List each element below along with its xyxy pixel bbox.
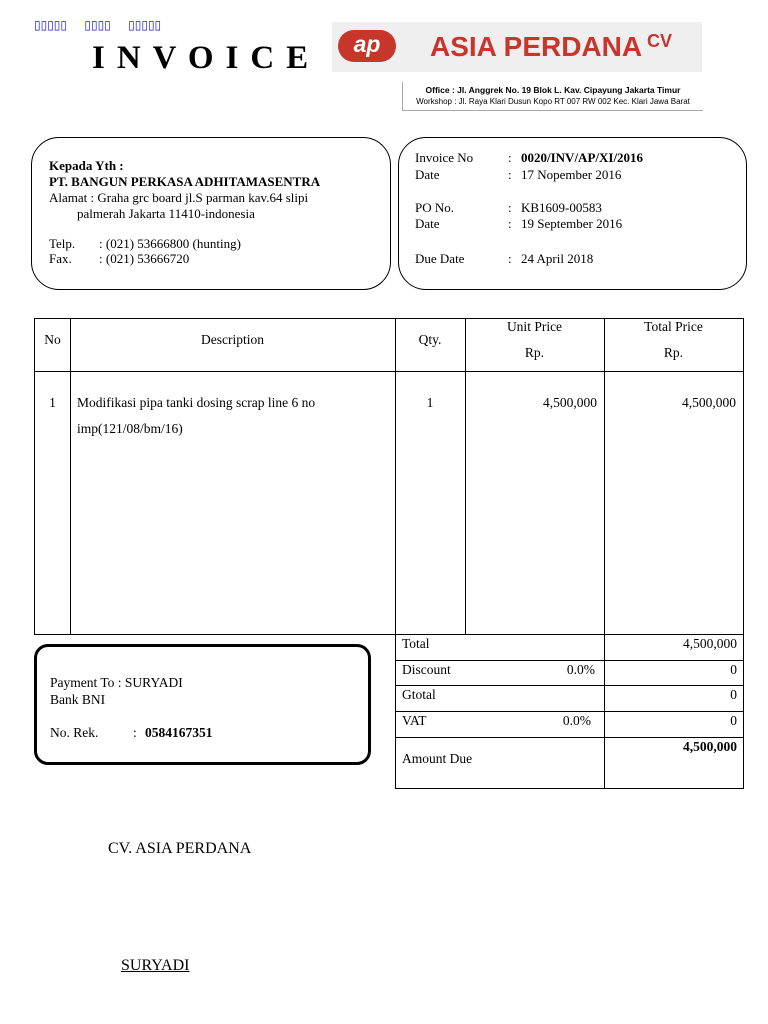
row-description-line-1: Modifikasi pipa tanki dosing scrap line 6 no [77, 395, 316, 410]
amount-due-value: 4,500,000 [683, 739, 737, 754]
discount-value: 0 [730, 662, 737, 677]
po-value: KB1609-00583 [521, 200, 602, 215]
payment-bank: Bank BNI [50, 692, 106, 707]
workshop-address: Workshop : Jl. Raya Klari Dusun Kopo RT 007 RW 002 Kec. Klari Jawa Barat [416, 97, 690, 106]
signature-company: CV. ASIA PERDANA [108, 840, 252, 857]
payment-box [34, 644, 371, 765]
header-no: No [44, 332, 61, 347]
column-divider [604, 319, 605, 634]
po-label: PO No. [415, 200, 455, 215]
colon: : [508, 167, 512, 182]
telp-label: Telp. [49, 236, 76, 251]
logo-mark-text: ap [353, 31, 381, 57]
vat-percent: 0.0% [562, 713, 591, 728]
row-no: 1 [49, 395, 56, 410]
row-divider [396, 737, 743, 738]
colon: : [508, 251, 512, 266]
fax-value: : (021) 53666720 [99, 251, 190, 266]
office-address: Office : Jl. Anggrek No. 19 Blok L. Kav. Cipayung Jakarta Timur [425, 85, 681, 95]
recipient-address-2: palmerah Jakarta 11410-indonesia [77, 206, 255, 221]
row-qty: 1 [426, 395, 434, 410]
total-value: 4,500,000 [683, 636, 737, 651]
header-total-price-currency: Rp. [663, 345, 684, 360]
discount-label: Discount [402, 662, 451, 677]
logo-mark-icon [338, 30, 396, 62]
amount-due-label: Amount Due [402, 751, 473, 766]
row-divider [396, 660, 743, 661]
colon: : [133, 725, 137, 740]
header-qty: Qty. [418, 332, 442, 347]
top-link-1[interactable]: ▯▯▯▯▯ [34, 18, 68, 32]
row-divider [396, 685, 743, 686]
po-date-value: 19 September 2016 [521, 216, 623, 231]
totals-table [395, 634, 744, 789]
top-link-2[interactable]: ▯▯▯▯ [84, 18, 111, 32]
invoice-info-box [398, 137, 747, 290]
date-value: 17 Nopember 2016 [521, 167, 622, 182]
header-total-price: Total Price [644, 319, 703, 334]
gtotal-value: 0 [730, 687, 737, 702]
top-link-3[interactable]: ▯▯▯▯▯ [128, 18, 162, 32]
po-date-label: Date [415, 216, 440, 231]
items-table [34, 318, 744, 635]
account-number-value: 0584167351 [145, 725, 213, 740]
account-number-label: No. Rek. [50, 725, 99, 740]
invoice-no-label: Invoice No [415, 150, 474, 165]
recipient-name: PT. BANGUN PERKASA ADHITAMASENTRA [49, 174, 321, 189]
signature-name: SURYADI [121, 957, 190, 974]
total-label: Total [402, 636, 430, 651]
gtotal-label: Gtotal [402, 687, 436, 702]
due-date-value: 24 April 2018 [521, 251, 594, 266]
header-unit-price-currency: Rp. [524, 345, 545, 360]
company-logo [332, 22, 702, 72]
recipient-greeting: Kepada Yth : [49, 158, 124, 173]
colon: : [508, 150, 512, 165]
row-unit-price: 4,500,000 [543, 395, 597, 410]
due-date-label: Due Date [415, 251, 465, 266]
header-description: Description [201, 332, 264, 347]
invoice-title: INVOICE [92, 40, 321, 76]
column-divider [70, 319, 71, 634]
top-links [34, 18, 175, 32]
column-divider [465, 319, 466, 634]
recipient-address-1: Alamat : Graha grc board jl.S parman kav.64 slipi [49, 190, 309, 205]
discount-percent: 0.0% [566, 662, 595, 677]
company-address [402, 82, 703, 111]
colon: : [508, 200, 512, 215]
logo-company-suffix: CV [647, 31, 673, 51]
column-divider [395, 319, 396, 634]
row-total-price: 4,500,000 [682, 395, 736, 410]
recipient-box [31, 137, 391, 290]
logo-company-name: ASIA PERDANA [430, 31, 643, 62]
telp-value: : (021) 53666800 (hunting) [99, 236, 241, 251]
vat-value: 0 [730, 713, 737, 728]
invoice-no-value: 0020/INV/AP/XI/2016 [521, 150, 644, 165]
date-label: Date [415, 167, 440, 182]
fax-label: Fax. [49, 251, 72, 266]
row-divider [396, 711, 743, 712]
vat-label: VAT [402, 713, 427, 728]
header-divider [35, 371, 743, 372]
row-description-line-2: imp(121/08/bm/16) [77, 421, 183, 436]
payment-to: Payment To : SURYADI [50, 675, 183, 690]
header-unit-price: Unit Price [506, 319, 563, 334]
colon: : [508, 216, 512, 231]
